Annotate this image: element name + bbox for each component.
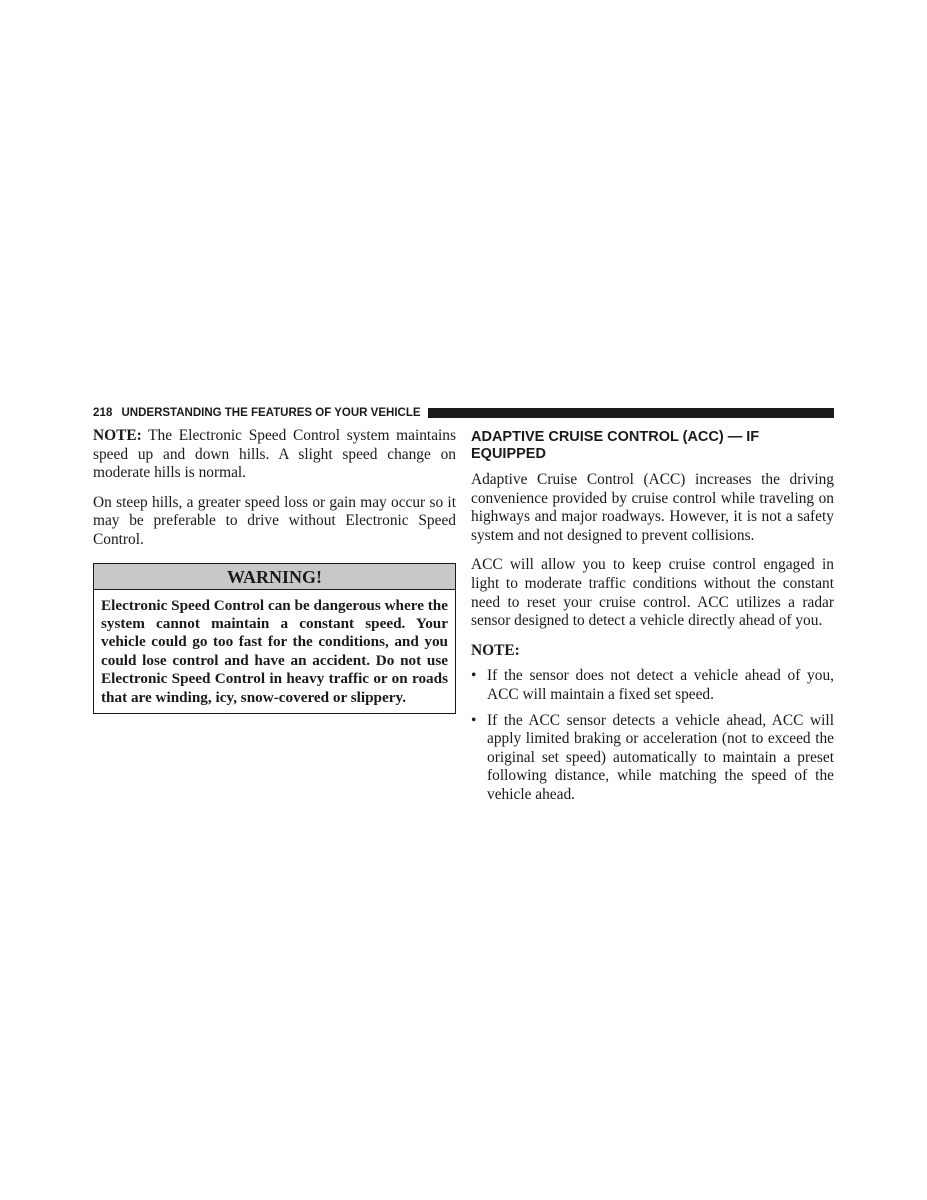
acc-traffic-paragraph: ACC will allow you to keep cruise control engaged in light to moderate traffic conditions without the constant need to reset your cruise control. ACC utilizes a radar sensor designed to detect a vehicle directly ahead of you. <box>471 556 834 630</box>
note-text: The Electronic Speed Control system maintains speed up and down hills. A slight speed change on moderate hills is normal. <box>93 427 456 482</box>
right-column <box>471 427 834 812</box>
list-item-text: If the ACC sensor detects a vehicle ahead, ACC will apply limited braking or acceleration (not to exceed the original set speed) automatically to maintain a preset following distance, while matching the speed of the vehicle ahead. <box>487 711 834 803</box>
warning-title: WARNING! <box>94 564 455 590</box>
running-section-title: UNDERSTANDING THE FEATURES OF YOUR VEHICLE <box>121 407 421 419</box>
note-label: NOTE: <box>93 427 142 444</box>
page-number: 218 <box>93 407 113 419</box>
page-header <box>93 405 834 421</box>
header-rule-bar <box>428 408 834 418</box>
bullet-glyph: • <box>471 711 477 729</box>
acc-note-list <box>471 667 834 804</box>
speed-control-note <box>93 427 456 483</box>
warning-body: Electronic Speed Control can be dangerous where the system cannot maintain a constant speed. Your vehicle could go too fast for the conditions, and you could lose control and have an accident. Do not use Electronic Speed Control in heavy traffic or on roads that are winding, icy, snow-covered or slippery. <box>101 596 448 706</box>
bullet-glyph: • <box>471 667 477 685</box>
list-item-text: If the sensor does not detect a vehicle ahead of you, ACC will maintain a fixed set speed. <box>487 667 834 703</box>
list-item <box>471 667 834 704</box>
acc-intro-paragraph: Adaptive Cruise Control (ACC) increases the driving convenience provided by cruise control while traveling on highways and major roadways. However, it is not a safety system and not designed to prevent collisions. <box>471 471 834 544</box>
left-column <box>93 427 456 714</box>
acc-note-label: NOTE: <box>471 641 520 659</box>
steep-hills-paragraph: On steep hills, a greater speed loss or gain may occur so it may be preferable to drive without Electronic Speed Control. <box>93 493 456 548</box>
list-item <box>471 712 834 805</box>
acc-heading: ADAPTIVE CRUISE CONTROL (ACC) — IF EQUIPPED <box>471 429 760 462</box>
warning-box <box>93 563 456 714</box>
